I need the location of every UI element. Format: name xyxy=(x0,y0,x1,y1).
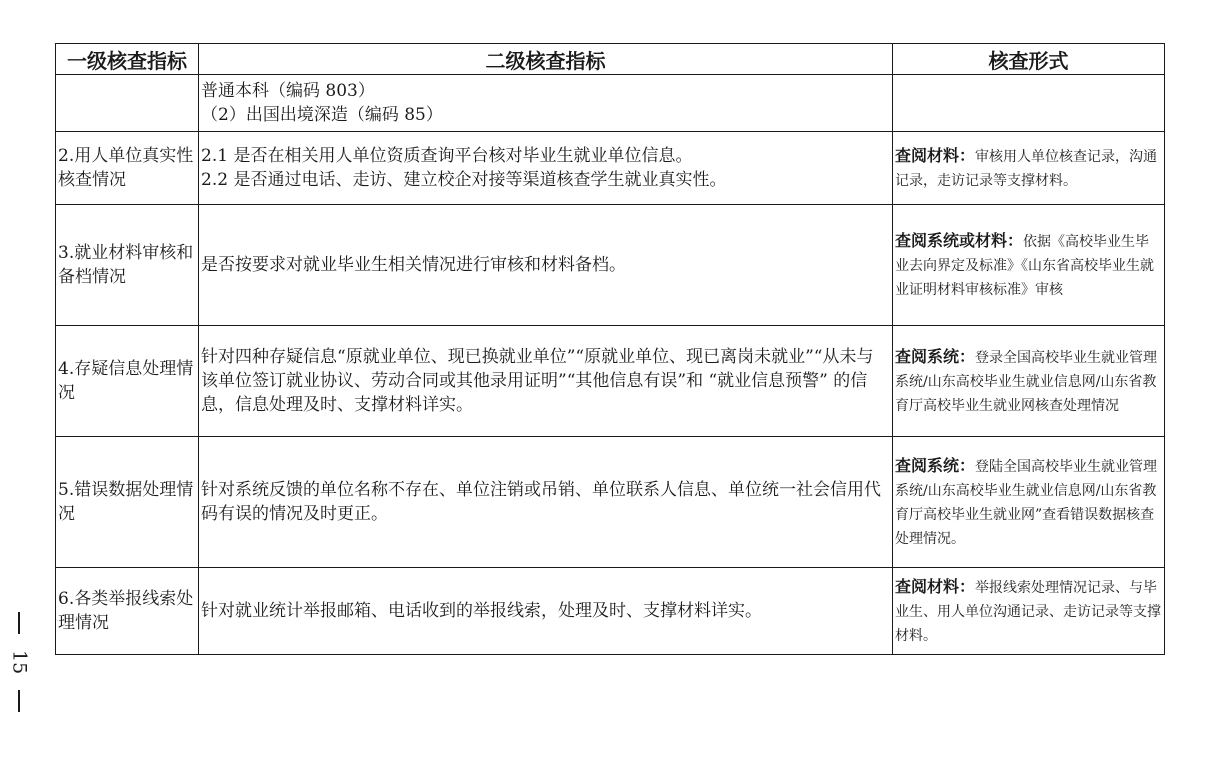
level1-cell xyxy=(56,326,199,437)
level1-cell xyxy=(56,437,199,568)
level2-line: 是否按要求对就业毕业生相关情况进行审核和材料备档。 xyxy=(201,255,626,275)
table-row xyxy=(56,326,1165,437)
page-number-dash-bottom xyxy=(18,690,20,712)
form-cell xyxy=(893,205,1165,326)
level2-cell xyxy=(199,568,893,655)
form-cell xyxy=(893,437,1165,568)
header-level2: 二级核查指标 xyxy=(199,44,893,75)
page-number-dash-top xyxy=(18,612,20,634)
table-row xyxy=(56,132,1165,205)
form-cell xyxy=(893,568,1165,655)
level2-line: 针对就业统计举报邮箱、电话收到的举报线索，处理及时、支撑材料详实。 xyxy=(201,601,762,621)
header-level1: 一级核查指标 xyxy=(56,44,199,75)
form-cell xyxy=(893,132,1165,205)
page-number-text: 15 xyxy=(8,649,31,675)
form-content xyxy=(895,144,1162,193)
table-row xyxy=(56,568,1165,655)
table-header-row xyxy=(56,44,1165,75)
level1-text: 5.错误数据处理情况 xyxy=(58,480,194,524)
level2-line: （2）出国出境深造（编码 85） xyxy=(201,105,443,125)
form-lead: 查阅材料： xyxy=(895,145,976,165)
level1-cell xyxy=(56,205,199,326)
form-cell xyxy=(893,326,1165,437)
form-content xyxy=(895,345,1162,418)
form-cell xyxy=(893,75,1165,132)
level2-line: 2.1 是否在相关用人单位资质查询平台核对毕业生就业单位信息。 xyxy=(201,146,693,166)
level2-cell xyxy=(199,326,893,437)
level2-cell xyxy=(199,75,893,132)
level1-cell xyxy=(56,75,199,132)
table-row xyxy=(56,205,1165,326)
level2-cell xyxy=(199,437,893,568)
inspection-table xyxy=(55,43,1165,655)
level1-text: 6.各类举报线索处理情况 xyxy=(58,589,194,633)
form-text: 依据《高校毕业生毕业去向界定及标准》《山东省高校毕业生就业证明材料审核标准》审核 xyxy=(895,233,1154,298)
form-text: 举报线索处理情况记录、与毕业生、用人单位沟通记录、走访记录等支撑材料。 xyxy=(895,579,1161,644)
level2-line: 针对四种存疑信息“原就业单位、现已换就业单位”“原就业单位、现已离岗未就业”“从未与该单位签订就业协议、劳动合同或其他录用证明”“其他信息有误”和 “就业信息预警” 的信息，信息处理及时、支撑材料详实。 xyxy=(201,347,874,415)
header-form: 核查形式 xyxy=(893,44,1165,75)
level1-text: 2.用人单位真实性核查情况 xyxy=(58,146,194,190)
form-lead: 查阅系统： xyxy=(895,455,976,475)
table-row xyxy=(56,437,1165,568)
level1-cell xyxy=(56,568,199,655)
level2-line: 2.2 是否通过电话、走访、建立校企对接等渠道核查学生就业真实性。 xyxy=(201,170,727,190)
form-content xyxy=(895,575,1162,648)
level1-text: 4.存疑信息处理情况 xyxy=(58,359,194,403)
form-content xyxy=(895,454,1162,551)
form-text: 审核用人单位核查记录，沟通记录，走访记录等支撑材料。 xyxy=(895,148,1158,189)
level1-cell xyxy=(56,132,199,205)
form-text: 登录全国高校毕业生就业管理系统/山东高校毕业生就业信息网/山东省教育厅高校毕业生就业网核查处理情况 xyxy=(895,349,1158,414)
form-lead: 查阅系统： xyxy=(895,346,976,366)
level2-line: 针对系统反馈的单位名称不存在、单位注销或吊销、单位联系人信息、单位统一社会信用代码有误的情况及时更正。 xyxy=(201,480,881,524)
form-content xyxy=(895,229,1162,302)
level2-cell xyxy=(199,205,893,326)
level2-cell xyxy=(199,132,893,205)
level1-text: 3.就业材料审核和备档情况 xyxy=(58,243,194,287)
form-lead: 查阅系统或材料： xyxy=(895,230,1024,250)
form-text: 登陆全国高校毕业生就业管理系统/山东高校毕业生就业信息网/山东省教育厅高校毕业生就业网”查看错误数据核查处理情况。 xyxy=(895,458,1158,547)
table-row xyxy=(56,75,1165,132)
form-lead: 查阅材料： xyxy=(895,576,976,596)
page-number xyxy=(6,612,32,712)
level2-line: 普通本科（编码 803） xyxy=(201,81,375,101)
